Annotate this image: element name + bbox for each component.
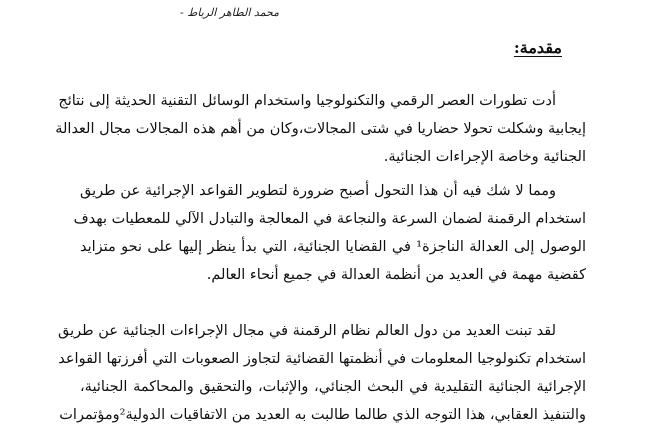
paragraph-line: أدت تطورات العصر الرقمي والتكنولوجيا واستخدام الوسائل التقنية الحديثة إلى نتائج [58,93,556,109]
paragraph-3 [58,317,586,429]
paragraph-line: استخدام تكنولوجيا المعلومات في أنظمتها القضائية لتجاوز الصعوبات التي أفرزتها القواعد [58,351,586,367]
author-note: محمد الطاهر الرباط - [180,6,280,19]
paragraph-2 [73,177,587,289]
paragraph-line: والتنفيذ العقابي، هذا التوجه الذي طالما طالبت به العديد من الاتفاقيات الدولية²ومؤتمرات [59,407,586,423]
paragraph-line: لقد تبنت العديد من دول العالم نظام الرقمنة في مجال الإجراءات الجنائية عن طريق [58,323,556,339]
paragraph-1 [55,87,586,171]
paragraph-line: الإجرائية الجنائية التقليدية في البحث الجنائي، والإثبات، والتحقيق والمحاكمة الجنائية، [80,379,586,395]
paragraph-line: استخدام الرقمنة لضمان السرعة والنجاعة في المعالجة والتبادل الآلي للمعطيات بهدف [73,211,586,227]
paragraph-line: ومما لا شك فيه أن هذا التحول أصبح ضرورة لتطوير القواعد الإجرائية عن طريق [80,183,556,199]
paragraph-line: الجنائية وخاصة الإجراءات الجنائية. [383,149,586,165]
paragraph-line: الوصول إلى العدالة الناجزة¹ في القضايا الجنائية، التي بدأ ينظر إليها على نحو متزايد [80,239,587,255]
paragraph-line: إيجابية وشكلت تحولا حضاريا في شتى المجالات،وكان من أهم هذه المجالات مجال العدالة [55,121,586,137]
paragraph-line: كقضية مهمة في العديد من أنظمة العدالة في جميع أنحاء العالم. [206,267,586,283]
section-title: مقدمة: [513,38,562,57]
